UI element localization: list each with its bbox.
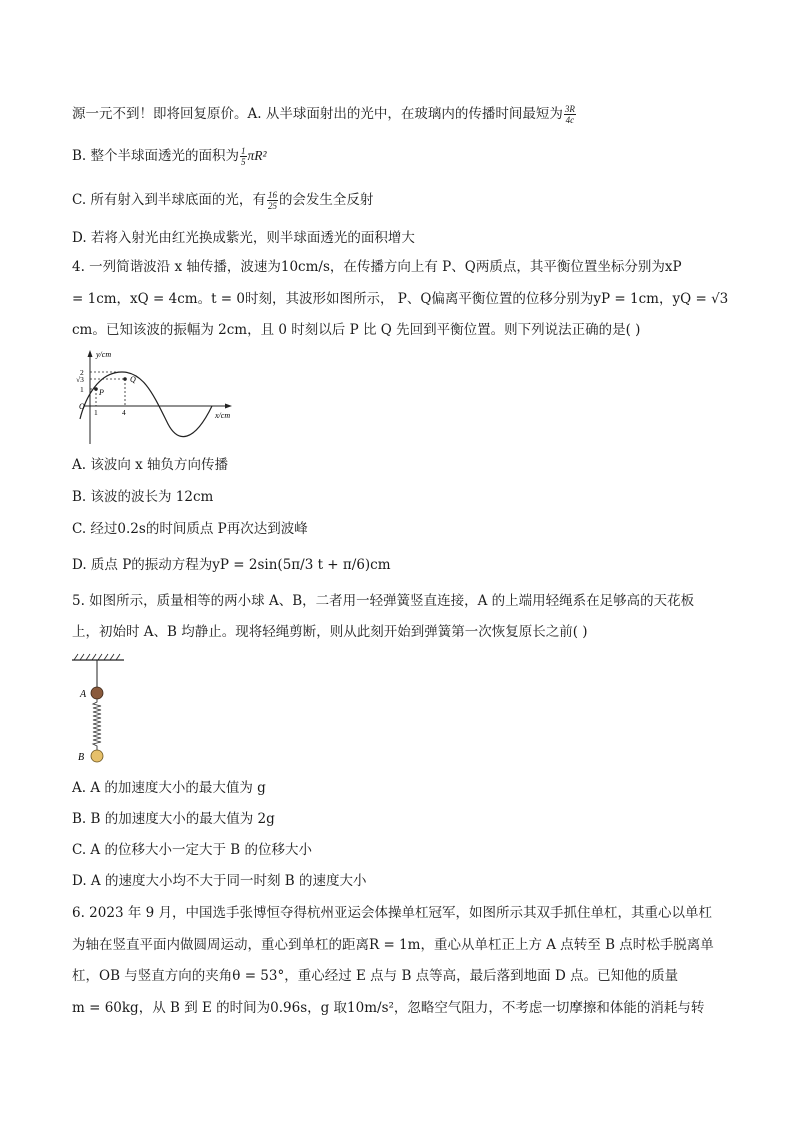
q6-stem-line2: 为轴在竖直平面内做圆周运动，重心到单杠的距离R = 1m，重心从单杠正上方 A 点转至 B 点时松手脱离单	[72, 937, 714, 953]
q3-option-d: D. 若将入射光由红光换成紫光，则半球面透光的面积增大	[72, 230, 415, 246]
q3-option-c: C. 所有射入到半球底面的光，有 $\frac{16}{25}$ 的会发生全反射	[72, 190, 374, 211]
q5-option-d: D. A 的速度大小均不大于同一时刻 B 的速度大小	[72, 873, 367, 889]
tick-sqrt3: √3	[76, 375, 84, 384]
q4-stem-line1: 4. 一列简谐波沿 x 轴传播，波速为10cm/s，在传播方向上有 P、Q两质点，其平衡位置坐标分别为xP	[72, 259, 682, 275]
x-axis-label: x/cm	[215, 411, 231, 420]
q3-option-b: B. 整个半球面透光的面积为 $\frac{1}{5}$ πR²	[72, 146, 267, 167]
q6-stem-line3: 杠，OB 与竖直方向的夹角θ = 53°，重心经过 E 点与 B 点等高，最后落到地面 D 点。已知他的质量	[72, 968, 679, 984]
q3-fraction-1: $\frac{3R}{4c}$	[564, 104, 575, 125]
q4-stem-line2: = 1cm，xQ = 4cm。t = 0时刻，其波形如图所示， P、Q偏离平衡位置的位移分别为yP = 1cm，yQ = √3	[72, 291, 729, 307]
q3-line1-text: 源一元不到！即将回复原价。A. 从半球面射出的光中，在玻璃内的传播时间最短为	[72, 106, 563, 122]
ball-b	[91, 750, 103, 762]
ball-a	[91, 687, 103, 699]
q4-option-a: A. 该波向 x 轴负方向传播	[72, 457, 229, 473]
q4-option-d: D. 质点 P的振动方程为yP = 2sin(5π/3 t + π/6)cm	[72, 557, 391, 573]
tick-2: 2	[80, 368, 84, 377]
q4-option-b: B. 该波的波长为 12cm	[72, 489, 214, 505]
tick-x1: 1	[94, 408, 98, 417]
q5-stem-line1: 5. 如图所示，质量相等的两小球 A、B，二者用一轻弹簧竖直连接，A 的上端用轻绳系在足够高的天花板	[72, 593, 695, 609]
q6-stem-line4: m = 60kg，从 B 到 E 的时间为0.96s，g 取10m/s²，忽略空气阻力，不考虑一切摩擦和体能的消耗与转	[72, 1000, 705, 1016]
spring	[93, 699, 101, 750]
q5-option-a: A. A 的加速度大小的最大值为 g	[72, 780, 266, 796]
q3-fraction-b: $\frac{1}{5}$	[241, 146, 246, 167]
q5-stem-line2: 上，初始时 A、B 均静止。现将轻绳剪断，则从此刻开始到弹簧第一次恢复原长之前( )	[72, 624, 588, 640]
wave-curve	[80, 372, 212, 437]
q4-stem-line3: cm。已知该波的振幅为 2cm，且 0 时刻以后 P 比 Q 先回到平衡位置。则下列说法正确的是( )	[72, 322, 641, 338]
wave-figure	[70, 348, 240, 448]
q3-line1	[72, 104, 577, 125]
tick-x4: 4	[122, 408, 126, 417]
y-axis-label: y/cm	[96, 350, 112, 359]
origin-label: O	[79, 402, 85, 411]
q4-option-c: C. 经过0.2s的时间质点 P再次达到波峰	[72, 521, 308, 537]
q5-option-c: C. A 的位移大小一定大于 B 的位移大小	[72, 842, 312, 858]
tick-1: 1	[80, 385, 84, 394]
label-b: B	[78, 752, 85, 763]
q5-option-b: B. B 的加速度大小的最大值为 2g	[72, 811, 275, 827]
label-q: Q	[130, 375, 136, 384]
spring-figure	[68, 652, 138, 770]
label-a: A	[80, 689, 87, 700]
label-p: P	[99, 388, 104, 397]
q6-stem-line1: 6. 2023 年 9 月，中国选手张博恒夺得杭州亚运会体操单杠冠军，如图所示其双手抓住单杠，其重心以单杠	[72, 905, 712, 921]
q3-fraction-c: $\frac{16}{25}$	[267, 190, 277, 211]
